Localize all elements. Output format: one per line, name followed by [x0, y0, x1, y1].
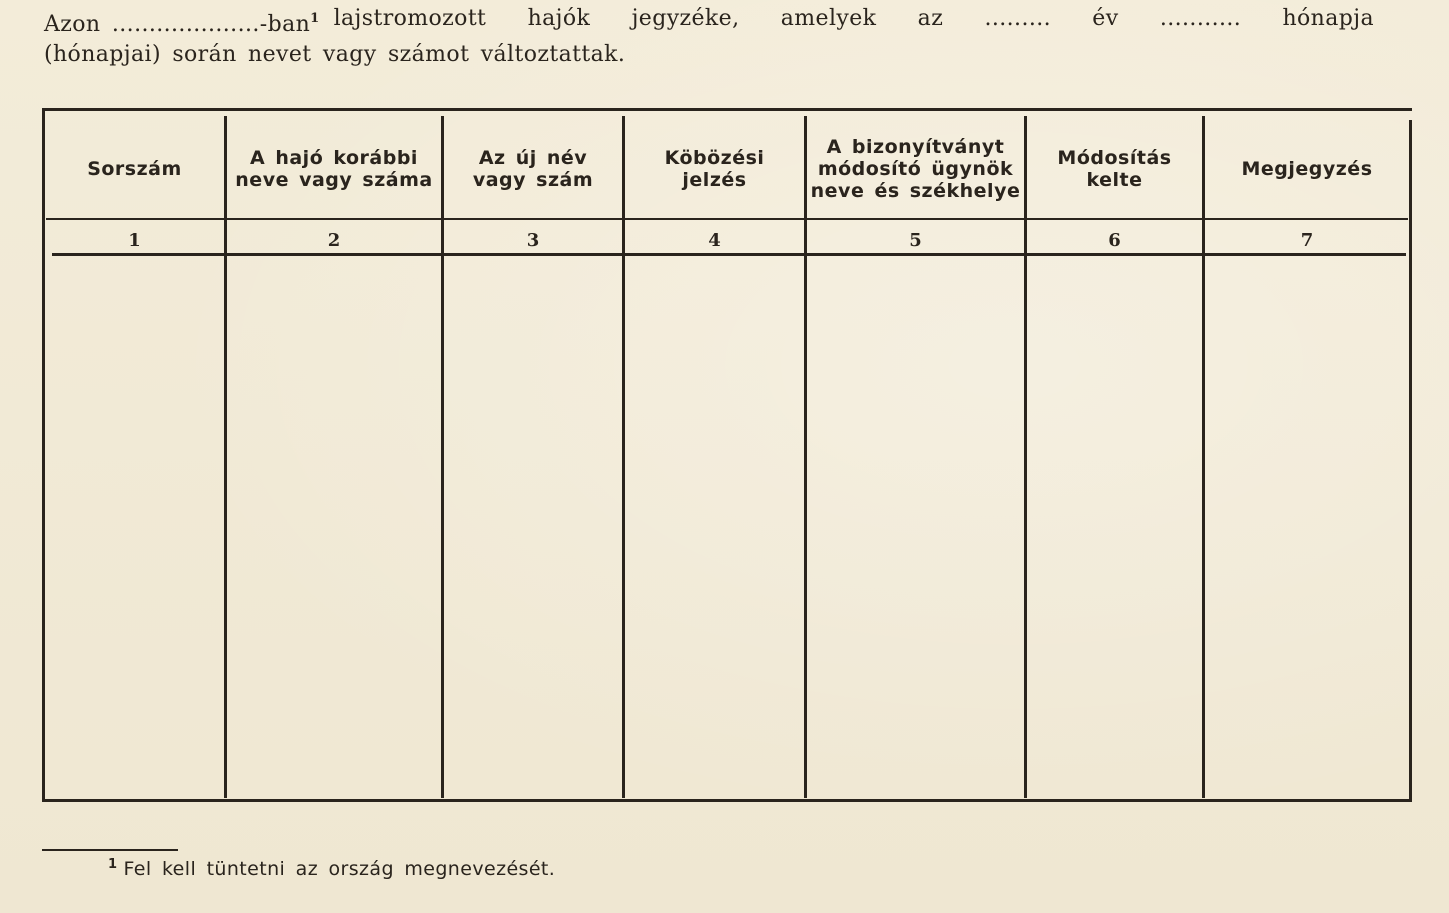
heading-start: Azon ....................-ban$^1$	[44, 11, 320, 37]
header-tonnage-mark: Köbözési jelzés	[664, 147, 765, 191]
form-heading	[44, 4, 1374, 70]
column-number: 1	[128, 229, 141, 251]
table-top-rule	[42, 108, 1412, 111]
header-new-name: Az új név vagy szám	[472, 147, 594, 191]
header-remarks: Megjegyzés	[1241, 158, 1373, 180]
heading-line-1	[44, 4, 1374, 40]
header-agent: A bizonyítványt módosító ügynök neve és székhelye	[810, 136, 1021, 202]
column-number: 2	[327, 229, 341, 251]
table-bottom-rule	[42, 799, 1412, 802]
footnote-marker: 1	[310, 11, 320, 26]
column-number: 3	[526, 229, 540, 251]
footnote	[108, 857, 555, 880]
column-number: 6	[1108, 229, 1121, 251]
header-modification-date: Módosítás kelte	[1057, 147, 1172, 191]
heading-line-2: (hónapjai) során nevet vagy számot változtattak.	[44, 42, 626, 67]
table-right-rule	[1409, 120, 1412, 802]
column-number: 7	[1300, 229, 1314, 251]
footnote-marker: 1	[108, 857, 118, 872]
ship-register-table	[42, 108, 1412, 804]
footnote-rule	[42, 849, 178, 851]
column-number: 4	[708, 229, 721, 251]
heading-rest: lajstromozott hajók jegyzéke, amelyek az ......... év ........... hónapja	[333, 6, 1374, 31]
footnote-text: Fel kell tüntetni az ország megnevezését.	[123, 858, 556, 880]
header-previous-name: A hajó korábbi neve vagy száma	[235, 147, 433, 191]
column-number: 5	[909, 229, 922, 251]
header-sorszam: Sorszám	[87, 158, 182, 180]
